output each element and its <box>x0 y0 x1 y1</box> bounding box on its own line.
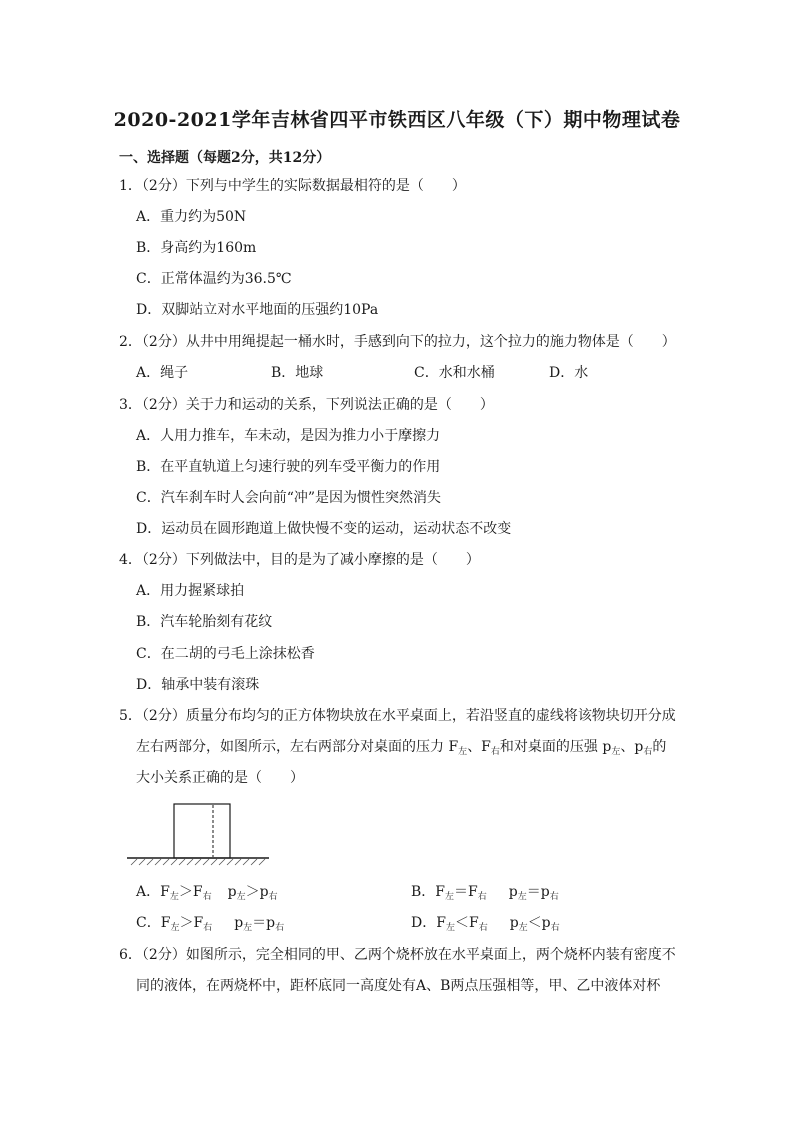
question-4-option-b: B．汽车轮胎刻有花纹 <box>136 614 273 630</box>
question-4-option-d: D．轴承中装有滚珠 <box>136 677 260 693</box>
question-6-line-1: 6．（2分）如图所示，完全相同的甲、乙两个烧杯放在水平桌面上，两个烧杯内装有密度不 <box>119 947 676 963</box>
question-5-line-2 <box>136 738 666 761</box>
q5-line2-text-b: 和对桌面的压强 p <box>499 739 612 755</box>
question-5-option-c: C．$F_左>F_右$ $p_左=p_右$ <box>136 915 285 933</box>
question-3-option-d: D．运动员在圆形跑道上做快慢不变的运动，运动状态不改变 <box>136 521 512 537</box>
subscript-left: 左 <box>458 747 468 757</box>
subscript-left: 左 <box>611 747 621 757</box>
question-2-stem: 2．（2分）从井中用绳提起一桶水时，手感到向下的拉力，这个拉力的施力物体是（ ） <box>119 334 676 350</box>
question-1-option-b: B．身高约为160m <box>136 240 257 256</box>
cube-block <box>174 804 230 858</box>
q5-line2-sep: 、F <box>467 739 491 755</box>
subscript-right: 右 <box>643 747 653 757</box>
question-4-option-c: C．在二胡的弓毛上涂抹松香 <box>136 646 315 662</box>
subscript-right: 右 <box>490 747 500 757</box>
q5-line2-text-d: 的 <box>652 739 667 755</box>
table-hatching <box>131 859 265 865</box>
question-2-option-b: B．地球 <box>271 365 324 381</box>
question-3-option-b: B．在平直轨道上匀速行驶的列车受平衡力的作用 <box>136 459 441 475</box>
q5-line2-text-a: 左右两部分，如图所示，左右两部分对桌面的压力 F <box>136 739 459 755</box>
section-title: 一、选择题（每题2分，共12分） <box>119 150 331 166</box>
page-title: 2020-2021学年吉林省四平市铁西区八年级（下）期中物理试卷 <box>113 109 681 131</box>
question-2-option-c: C．水和水桶 <box>414 365 495 381</box>
question-4-option-a: A．用力握紧球拍 <box>136 583 245 599</box>
question-2-option-a: A．绳子 <box>136 365 189 381</box>
question-1-option-d: D．双脚站立对水平地面的压强约10Pa <box>136 302 379 318</box>
question-3-stem: 3．（2分）关于力和运动的关系，下列说法正确的是（ ） <box>119 397 494 413</box>
q5-line2-text-c: 、p <box>620 739 644 755</box>
question-4-stem: 4．（2分）下列做法中，目的是为了减小摩擦的是（ ） <box>119 552 480 568</box>
question-6-line-2: 同的液体，在两烧杯中，距杯底同一高度处有A、B两点压强相等，甲、乙中液体对杯 <box>136 978 661 994</box>
question-5-line-3: 大小关系正确的是（ ） <box>136 770 304 786</box>
question-5-option-b: B．$F_左=F_右$ $p_左=p_右$ <box>411 884 559 902</box>
question-5-option-d: D．$F_左<F_右$ $p_左<p_右$ <box>411 915 560 933</box>
question-5-option-a: A．$F_左>F_右$ $p_左>p_右$ <box>136 884 278 902</box>
question-3-option-c: C．汽车刹车时人会向前“冲”是因为惯性突然消失 <box>136 490 442 506</box>
question-5-line-1: 5．（2分）质量分布均匀的正方体物块放在水平桌面上，若沿竖直的虚线将该物块切开分成 <box>119 708 676 724</box>
question-1-stem: 1．（2分）下列与中学生的实际数据最相符的是（ ） <box>119 178 466 194</box>
question-3-option-a: A．人用力推车，车未动，是因为推力小于摩擦力 <box>136 428 441 444</box>
question-1-option-a: A．重力约为50N <box>136 209 247 225</box>
cube-on-table-figure <box>127 802 269 866</box>
question-2-option-d: D．水 <box>549 365 589 381</box>
question-1-option-c: C．正常体温约为36.5℃ <box>136 271 292 287</box>
